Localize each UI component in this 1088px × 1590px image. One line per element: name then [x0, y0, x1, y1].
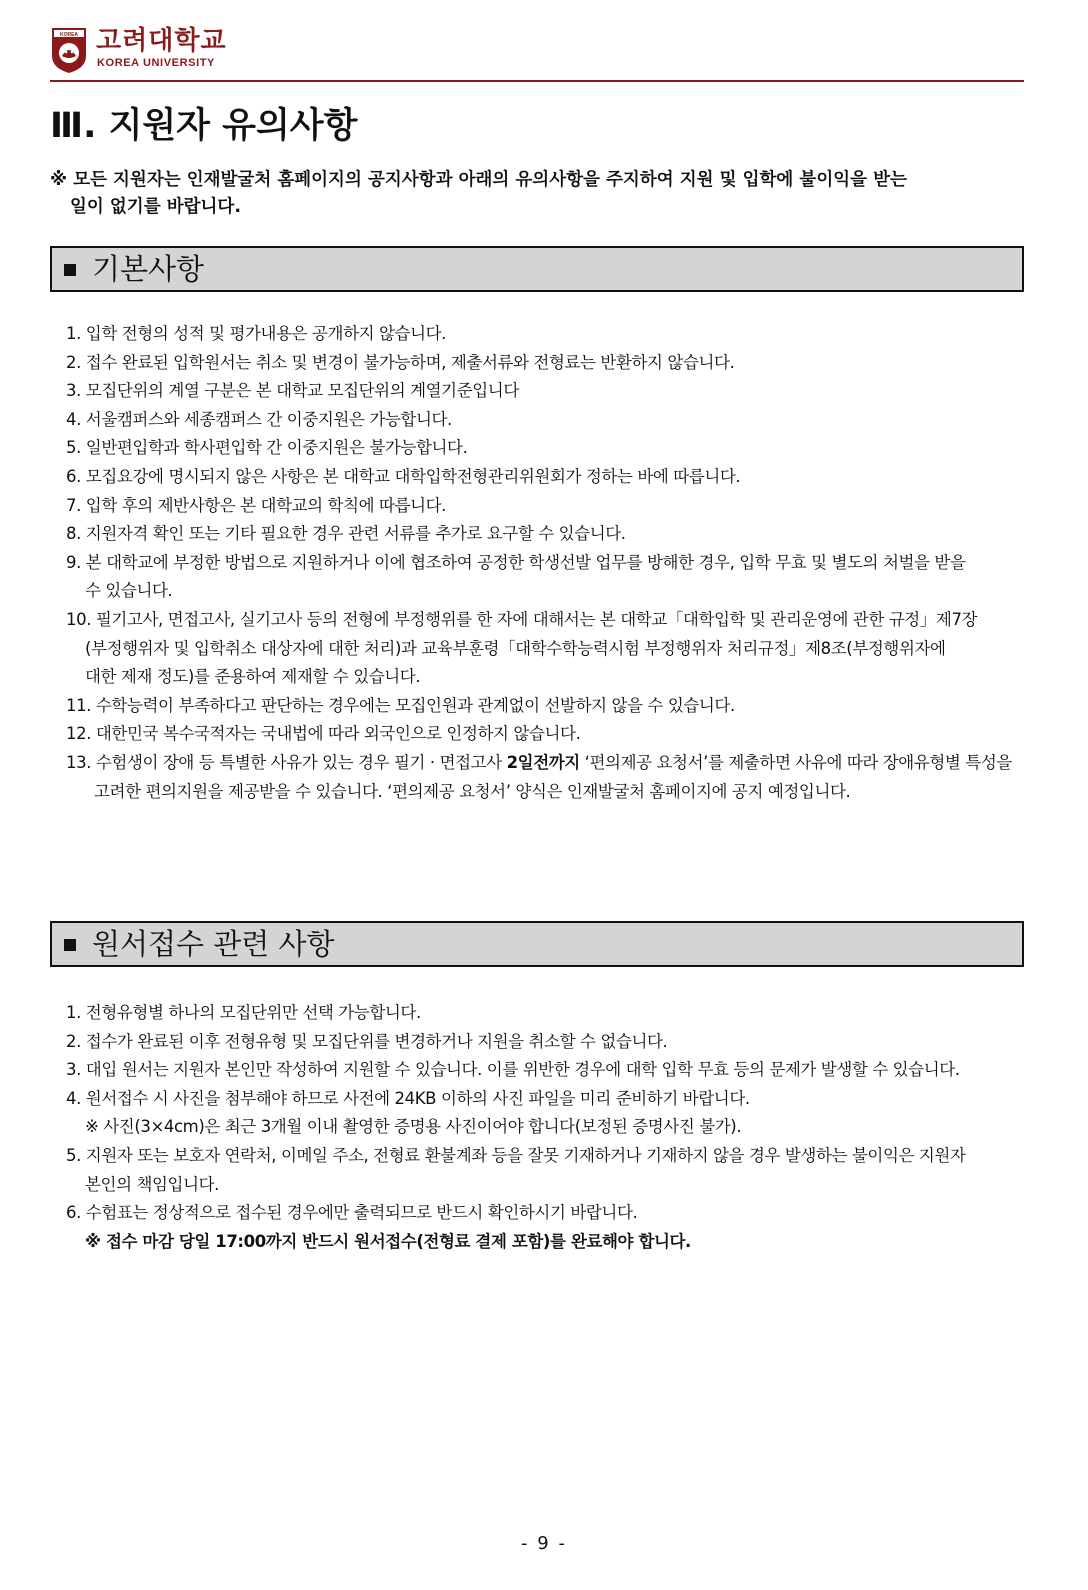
list-item-line: 수 있습니다. — [85, 581, 173, 601]
item13-text-bold: 2일전까지 — [506, 752, 580, 772]
list-item-line: 대한 제재 정도)를 준용하여 제재할 수 있습니다. — [85, 667, 421, 687]
list-item: 4. 원서접수 시 사진을 첨부해야 하므로 사전에 24KB 이하의 사진 파일을 미리 준비하기 바랍니다. — [66, 1088, 750, 1108]
list-item: 12. 대한민국 복수국적자는 국내법에 따라 외국인으로 인정하지 않습니다. — [66, 724, 581, 744]
page-number: - 9 - — [521, 1533, 567, 1554]
list-item-line: (부정행위자 및 입학취소 대상자에 대한 처리)과 교육부훈령「대학수학능력시험 부정행위자 처리규정」제8조(부정행위자에 — [85, 638, 946, 658]
list-item — [66, 1142, 1024, 1199]
item13-text-post: ‘편의제공 요청서’를 제출하면 사유에 따라 장애유형별 특성을 — [579, 752, 1012, 772]
list-item: 11. 수학능력이 부족하다고 판단하는 경우에는 모집인원과 관계없이 선발하지 않을 수 있습니다. — [66, 695, 735, 715]
notice-line-1: ※ 모든 지원자는 인재발굴처 홈페이지의 공지사항과 아래의 유의사항을 주지하여 지원 및 입학에 불이익을 받는 — [50, 170, 907, 190]
list-item: 7. 입학 후의 제반사항은 본 대학교의 학칙에 따릅니다. — [66, 495, 447, 515]
list-item: 1. 입학 전형의 성적 및 평가내용은 공개하지 않습니다. — [66, 324, 447, 343]
list-item: 3. 대입 원서는 지원자 본인만 작성하여 지원할 수 있습니다. 이를 위반한 경우에 대학 입학 무효 등의 문제가 발생할 수 있습니다. — [66, 1060, 960, 1080]
list-item: 3. 모집단위의 계열 구분은 본 대학교 모집단위의 계열기준입니다 — [66, 381, 519, 401]
basics-list — [66, 320, 1024, 806]
section-heading-application — [50, 921, 1024, 967]
section-heading-label: 원서접수 관련 사항 — [92, 927, 335, 961]
svg-text:KOREA: KOREA — [59, 32, 79, 38]
header-divider — [50, 80, 1024, 82]
section-heading-basics — [50, 246, 1024, 292]
university-name-english: KOREA UNIVERSITY — [97, 57, 215, 69]
list-item: 2. 접수 완료된 입학원서는 취소 및 변경이 불가능하며, 제출서류와 전형료는 반환하지 않습니다. — [66, 352, 735, 372]
photo-note: ※ 사진(3×4cm)은 최근 3개월 이내 촬영한 증명용 사진이어야 합니다(보정된 증명사진 불가). — [85, 1117, 742, 1137]
application-list — [66, 999, 1024, 1256]
deadline-note: ※ 접수 마감 당일 17:00까지 반드시 원서접수(전형료 결제 포함)를 완료해야 합니다. — [85, 1231, 691, 1251]
list-item-line: 고려한 편의지원을 제공받을 수 있습니다. ‘편의제공 요청서’ 양식은 인재발굴처 홈페이지에 공지 예정입니다. — [94, 781, 851, 801]
item13-text-pre: 13. 수험생이 장애 등 특별한 사유가 있는 경우 필기 · 면접고사 — [66, 752, 507, 772]
list-item: 6. 수험표는 정상적으로 접수된 경우에만 출력되므로 반드시 확인하시기 바랍니다. — [66, 1203, 638, 1223]
list-item-line — [66, 749, 1024, 778]
page-header — [50, 26, 1030, 82]
list-item: 6. 모집요강에 명시되지 않은 사항은 본 대학교 대학입학전형관리위원회가 정하는 바에 따릅니다. — [66, 466, 741, 486]
list-item — [66, 749, 1024, 806]
university-emblem-icon — [50, 26, 88, 74]
notice-line-2: 일이 없기를 바랍니다. — [70, 197, 241, 217]
list-item — [66, 549, 1024, 606]
list-item-line: 9. 본 대학교에 부정한 방법으로 지원하거나 이에 협조하여 공정한 학생선발 업무를 방해한 경우, 입학 무효 및 별도의 처벌을 받을 — [66, 552, 966, 572]
page-title: Ⅲ. 지원자 유의사항 — [50, 106, 358, 146]
square-bullet-icon — [64, 264, 76, 276]
list-item: 5. 일반편입학과 학사편입학 간 이중지원은 불가능합니다. — [66, 438, 468, 458]
list-item: 8. 지원자격 확인 또는 기타 필요한 경우 관련 서류를 추가로 요구할 수 있습니다. — [66, 524, 626, 544]
list-item-line: 5. 지원자 또는 보호자 연락처, 이메일 주소, 전형료 환불계좌 등을 잘못 기재하거나 기재하지 않을 경우 발생하는 불이익은 지원자 — [66, 1145, 966, 1165]
square-bullet-icon — [64, 939, 76, 951]
list-item: 2. 접수가 완료된 이후 전형유형 및 모집단위를 변경하거나 지원을 취소할 수 없습니다. — [66, 1031, 668, 1051]
list-item: 4. 서울캠퍼스와 세종캠퍼스 간 이중지원은 가능합니다. — [66, 409, 452, 429]
notice-paragraph — [50, 167, 1025, 221]
list-item — [66, 606, 1024, 692]
list-item-line: 10. 필기고사, 면접고사, 실기고사 등의 전형에 부정행위를 한 자에 대해서는 본 대학교「대학입학 및 관리운영에 관한 규정」제7장 — [66, 609, 978, 629]
list-item: 1. 전형유형별 하나의 모집단위만 선택 가능합니다. — [66, 1003, 421, 1022]
list-item-line: 본인의 책임입니다. — [85, 1174, 220, 1194]
university-name-korean: 고려대학교 — [96, 26, 227, 56]
section-heading-label: 기본사항 — [92, 252, 205, 286]
